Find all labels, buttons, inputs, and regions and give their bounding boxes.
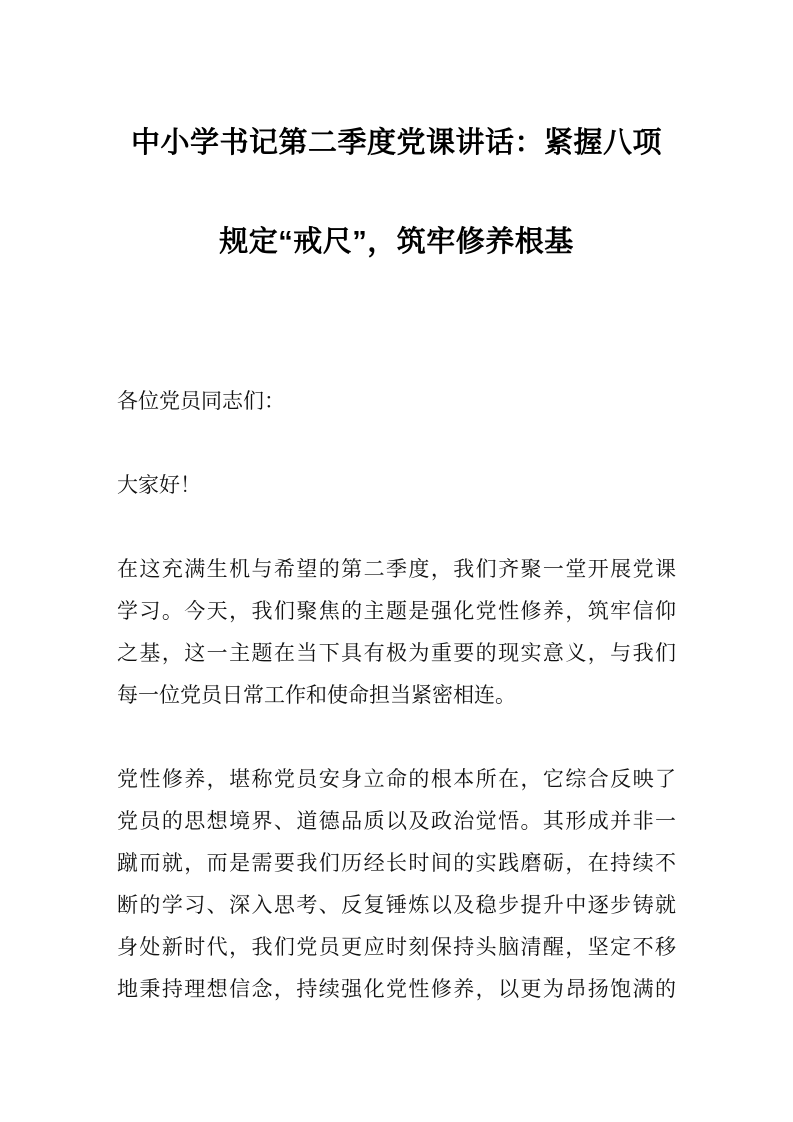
title-line-2: 规定“戒尺”，筑牢修养根基 [219,226,574,258]
text-line: 之基，这一主题在当下具有极为重要的现实意义，与我们 [117,642,676,665]
text-line: 身处新时代，我们党员更应时刻保持头脑清醒，坚定不移 [117,936,676,959]
title-line-1: 中小学书记第二季度党课讲话：紧握八项 [130,127,662,159]
text-line: 学习。今天，我们聚焦的主题是强化党性修养，筑牢信仰 [117,600,676,623]
text-line: 地秉持理想信念，持续强化党性修养，以更为昂扬饱满的 [117,978,676,1001]
text-line: 大家好！ [117,474,201,497]
document-title [117,94,676,292]
text-line: 党员的思想境界、道德品质以及政治觉悟。其形成并非一 [117,810,676,833]
paragraph-intro [117,549,676,717]
paragraph-salutation [117,381,676,423]
text-line: 每一位党员日常工作和使命担当紧密相连。 [117,684,516,707]
text-line: 断的学习、深入思考、反复锤炼以及稳步提升中逐步铸就 [117,894,676,917]
paragraph-greeting [117,465,676,507]
text-line: 党性修养，堪称党员安身立命的根本所在，它综合反映了 [117,768,676,791]
paragraph-body [117,759,676,1011]
text-line: 各位党员同志们： [117,390,285,413]
text-line: 在这充满生机与希望的第二季度，我们齐聚一堂开展党课 [117,558,676,581]
document-body [117,381,676,1011]
text-line: 蹴而就，而是需要我们历经长时间的实践磨砺，在持续不 [117,852,676,875]
